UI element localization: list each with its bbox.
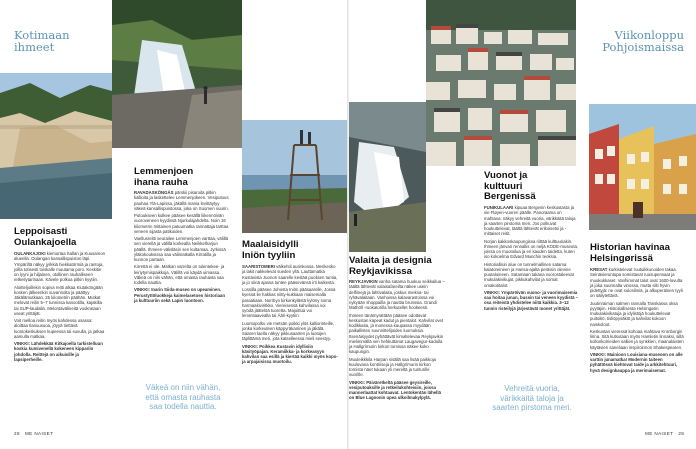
text-lemmenjoki-3: Vaellusreitti seurailee Lemmenjoen varttaa, välillä sen vierellä ja välillä korkealla Neikkelharjun päällä. Ihmeen-välisläsin sen kultamaa. Jyrkissä yläkokouksissa saa välimatkalla Kirratilla ja kunnon partaan. — [134, 236, 229, 262]
right-page-number: 29 — [678, 431, 685, 436]
right-folio — [645, 431, 684, 436]
text-inio-1: välkehtii aurinkossa. Merikesko ja lakit nakkelevat sueden yllä. Lauttamatka Kustavista Juonon saarelle kestää puolisen tuntia, ja jo siinä ajassa tuntee pääsevänsä irti kaikesta. — [242, 264, 338, 285]
headline-oulankajoki — [14, 227, 76, 248]
headline-bergen-line1: Vuonot ja — [484, 170, 528, 181]
headline-bergen-line2: kulttuuri — [484, 180, 523, 192]
text-bergen-2: Norjan kakkoskaupungissa riittää kulttuuriakin. Ihmeen jänvari rennallis on neljä KODE-museota, joissa on muotoilua ja eri kauden taidetta, kuten iso kokoelma Edvard Munchin teoksia. — [484, 238, 579, 260]
right-section-title-line2: Pohjoismaissa — [602, 40, 684, 54]
article-inio-body — [242, 264, 338, 367]
text-helsingor-3: Keskustan vieressä kohoaa mahtava Kronborgin linna. Sitä kutsutaan myös Hamletin linnaksi, sillä kollonkomeiden sallien ja synkkien, maanalaisten käytävien saneliaan inspiroinnon Shakespearen. — [590, 328, 684, 350]
headline-helsingor-line2: Helsingørissä — [590, 252, 653, 264]
left-folio — [14, 431, 53, 436]
article-helsingor-body — [590, 267, 686, 375]
headline-inio-line2: Iniön tyyliin — [242, 249, 296, 261]
headline-reykjavik — [349, 256, 432, 277]
text-inio-3: Luontopolku vie metsän poikki ylös kalliorinteille, jonka korkeuteen käppyräkaninen ja jäkälä. Saaren laella näkyy pikkusaarten ja luotojen täplittämä meri, jota katselleessa mieli seestyy. — [242, 320, 335, 342]
text-inio-2: Lossilla pääsee Juhosta Iniön pääsaarelle, Jossa kyessä lie hakkas niitty-kukkaan maisemalla paraatiaan. Norrbyn kirkonkylästä kylöny soma harmaakiviritkko. Viereisessä kahvilassa voi syödä jäätelöä tuoretta. Majoittua voi lemmitaavealla tai Ääri-kyytiin. — [242, 287, 336, 319]
tip-helsingor: VINKKI: Mainioon Louisiana-museoon on alle varttin junamatka! Modernin taiteen pyhättössä kiehtovat taide ja arkkitehtuuri, hyvä designkauppa ja merimaisemat. — [590, 351, 683, 373]
lead-helsingor: KRESAT — [590, 267, 608, 272]
photo-iceland-waterfall — [349, 102, 426, 252]
pullquote-left: Väkeä on niin vähän, että omasta rauhasta saa todella nauttia. — [145, 383, 221, 412]
text-oulankajoki-3: Voit melloa reitin myös kahdessa osassa: aloittaa Ilanuusuoa, jöyyä tiettävä luontokeskuksen kupeessa tai suvulla, ja jatkaa aamulla matkaa. — [14, 318, 105, 339]
lead-lemmenjoki: RAVADASKÖNGÄS — [134, 190, 174, 195]
tip-bergen: VINKKI: Ympäröivän vuono- ja vuorimaisemia saa hoitaa junan, bussin tai veneen kyydistä – osa reiteistä yhdistelee niitä kaikkia. 3–12 tunnin risteilyjä järjestävät monet yrittäjät. — [484, 289, 579, 311]
headline-lemmenjoki — [134, 167, 193, 188]
headline-lemmenjoki-line1: Lemmenjoen — [134, 166, 194, 177]
headline-lemmenjoki-line2: ihana rauha — [134, 176, 188, 188]
tip-reykjavik: VINKKI: Päiväretkeltä pääsee geysireille, vesiputouksille ja retkeilukohteisiin, joissa mannerlaattat kohtaavat. Lentokentän lähellä on Blue Lagoonin upea ulkoilmakylpylä. — [349, 379, 441, 401]
tip-inio: VINKKI: Poikkea Kustavin idyllisiin käsityöpajan. Keramiikka- ja korkeasyyn kahvilan saa esillä ja kiertää kaikki myös kopo- ja arpajaisissa muotoilu. — [242, 343, 338, 365]
left-section-title — [14, 29, 70, 53]
article-lemmenjoki-body — [134, 190, 229, 305]
text-oulankajoki-2: Aloitteljoillekin sopiva reitti alkaa Kiutaköngään kosken jälkeenkin suvannolta ja päättyy Jäkälämutkaan, 25 kilometrin päähän. Mutkat melovat reilin 5–7 tunnissa kanootilla, kajakilla tai SUP-laudalla. Melontavälineitä vuokrataan useat yrittäjät. — [14, 284, 103, 316]
photo-lemmenjoki-waterfall — [112, 0, 242, 148]
left-section-title-line2: ihmeet — [14, 40, 55, 54]
headline-oulankajoki-line2: Oulankajoella — [14, 236, 77, 248]
photo-helsingor-houses — [589, 104, 696, 230]
right-section-title — [586, 29, 684, 53]
article-reykjavik-body — [349, 279, 445, 403]
lead-reykjavik: REYKJAVIKIN — [349, 279, 378, 284]
left-magazine-name: ME NAISET — [24, 431, 54, 436]
article-oulankajoki-body — [14, 251, 107, 364]
tip-lemmenjoki: VINKKI: Inarin Siida-museo on upeaminen. Perustyttöluokkeja kaimelasetoen historiaan ja kulttuuriin sekä Lapin luontoon. — [134, 287, 225, 303]
text-helsingor-2: Juutinraiman salmen rannalla Tanskassa oksa pyytäjiin. Historiallisesta Helsingørin mukulakivikatuja ja idylistöjä houkuttelevat puitsikö, tisliöpysäköt ja kahvilat kokoon naiskoloot. — [590, 300, 678, 327]
left-section-title-line1: Kotimaan — [14, 28, 70, 42]
photo-inio-lookout-tower — [242, 120, 349, 233]
photo-bergen-cityscape — [426, 0, 576, 166]
tip-oulankajoki: VINKKI: Lähdekkää Kitkajoella tarkistelluun koskia kumivenellä kokeneen kippariin johdolla. Reittejä on aikuisille ja lapsiperheille. — [14, 341, 103, 362]
text-helsingor-1: kurkistelevat ruutuikkunoiden takaa. Seinävieruntupa somistavat ruusupensaat ja muukukkaset. Vanhimmat talot ovat 1600-luvulta ja joka suunnalta vinossa, mutta silti hyvin pidettyjä: ne ovat sulosilmiä, ja alkuperäinen tyyli on säilytettävä. — [590, 267, 683, 299]
headline-bergen-line3: Bergenissä — [484, 191, 536, 203]
text-lemmenjoki-4: Kirrettä ei ole. Matkan varrelta on tulentekee- ja leiriytymispaikkoja. Välillä voi käydä uimassa. Väkeä on niin vähän, että omasta rauhasta saa todella nauttia. — [134, 264, 225, 285]
text-oulankajoki-1: kiemurtaa Sallan ja Kuusamon alueella. Oulangan kansallispuiston läpi. Ympäriltä näkyy jyrkkiä hiekkatörmiä ja rantoja, joilla totisesti toiskalle muutama poro. Keskitie on lyyni ja hiljainen, otollinen rauhalliseen retkeilytarinaan. Kävele polkua pitkin kyytiin. — [14, 251, 105, 283]
headline-reykjavik-line1: Valaita ja designia — [349, 255, 432, 266]
text-reykjavik-2: Ihmeen tänämyrattään pääsee odottavat keskustan kapeat kadut ja pientalot. Kahvilat ovet kodikkaita, ja monessa kaupassa myydään paikallisten suunnittelijoiden luomuksia. Itsenäisyydet pyhättävät kimaltelevaa Reykjavikin mielimmällä sen hehkuttanut Laugavegur-kadulla ja Hallgrímurin kirkon tornissa näkee koko kaupungin. — [349, 312, 444, 355]
text-bergen-1: kipuaa Bergenin keskustasta ja vie Fløyen-vuoren päälle. Panoraama on mahtava: näkyy vehreitä vuoria, värikkäitä taloja ja saarten pirstoma meri. Jos polkuvat houkuttelevat, täältä lähtevät erikoisetsi ja -mittaiset reitit. — [484, 205, 576, 237]
lead-bergen: FUNIKULAARI — [484, 205, 514, 210]
text-reykjavik-3: Muuleikkkila Harpan sisällä saa lisää paikkoja kuuluvana kontriiseja ja Hallgrímurin kirkon tornista näet tukaan yli mereltä ja tunturille vuorille. — [349, 356, 436, 378]
headline-helsingor — [590, 243, 670, 264]
headline-oulankajoki-line1: Leppoisasti — [14, 226, 68, 237]
right-magazine-name: ME NAISET — [645, 431, 674, 436]
left-page-number: 28 — [14, 431, 20, 436]
headline-bergen — [484, 171, 536, 203]
headline-inio — [242, 240, 299, 261]
headline-reykjavik-line2: Reykjavikissa — [349, 265, 412, 277]
article-bergen-body — [484, 205, 579, 313]
text-lemmenjoki-1: pärskii pisaroita pitkin kallioita ja laskettelee Lemmenjokeen. Vesiputous pauhaa Ylä-Lapissa, jäkällä mania levittäytyy väkeä kansallispuistossa, joka on Suomen suurin. — [134, 190, 229, 211]
text-lemmenjoki-2: Putoukseen kulkee pääsee kesällä liikennöivän vuorovenеen kyydissä Njurkulajahdelta. Noin 16 kilometrin mittainen patuumatka rannattaja tarttaa veneen sijasta patikoiden. — [134, 213, 229, 234]
photo-oulanka-river — [0, 73, 112, 219]
text-reykjavik-1: vanha satama huokuu seikkailua – täältä lähtevät valaisafareilta näkee usein delfiinejä ja lahtivalaita, joskus mieksa- tai ryhävalaitaan. Vanhoissa kalavarastoissa voi nykyään shoppailla ja nauttia brunssia. Grandi Mathöll -ruokatorilla herkutellet hookeesti. — [349, 279, 445, 311]
text-bergen-3: Historiallisin alue on tunnelmallinen satama kalatoreineen ja Hansa-ajalta peräisin olevine puutaloineen. Satamaan takana vuorostaleevat mukulakivikujat, pikkukahvilat ja somat omakotitalot. — [484, 261, 574, 288]
headline-inio-line1: Maalaisidylli — [242, 239, 299, 250]
headline-helsingor-line1: Historian havinaa — [590, 242, 670, 253]
pullquote-right: Vehreitä vuoria, värikkäitä taloja ja saarten pirstoma meri. — [492, 384, 572, 413]
lead-oulankajoki: OULANKAJOKI — [14, 251, 46, 256]
lead-inio: SAARISTOMERI — [242, 264, 275, 269]
right-section-title-line1: Viikonloppu — [614, 28, 684, 42]
